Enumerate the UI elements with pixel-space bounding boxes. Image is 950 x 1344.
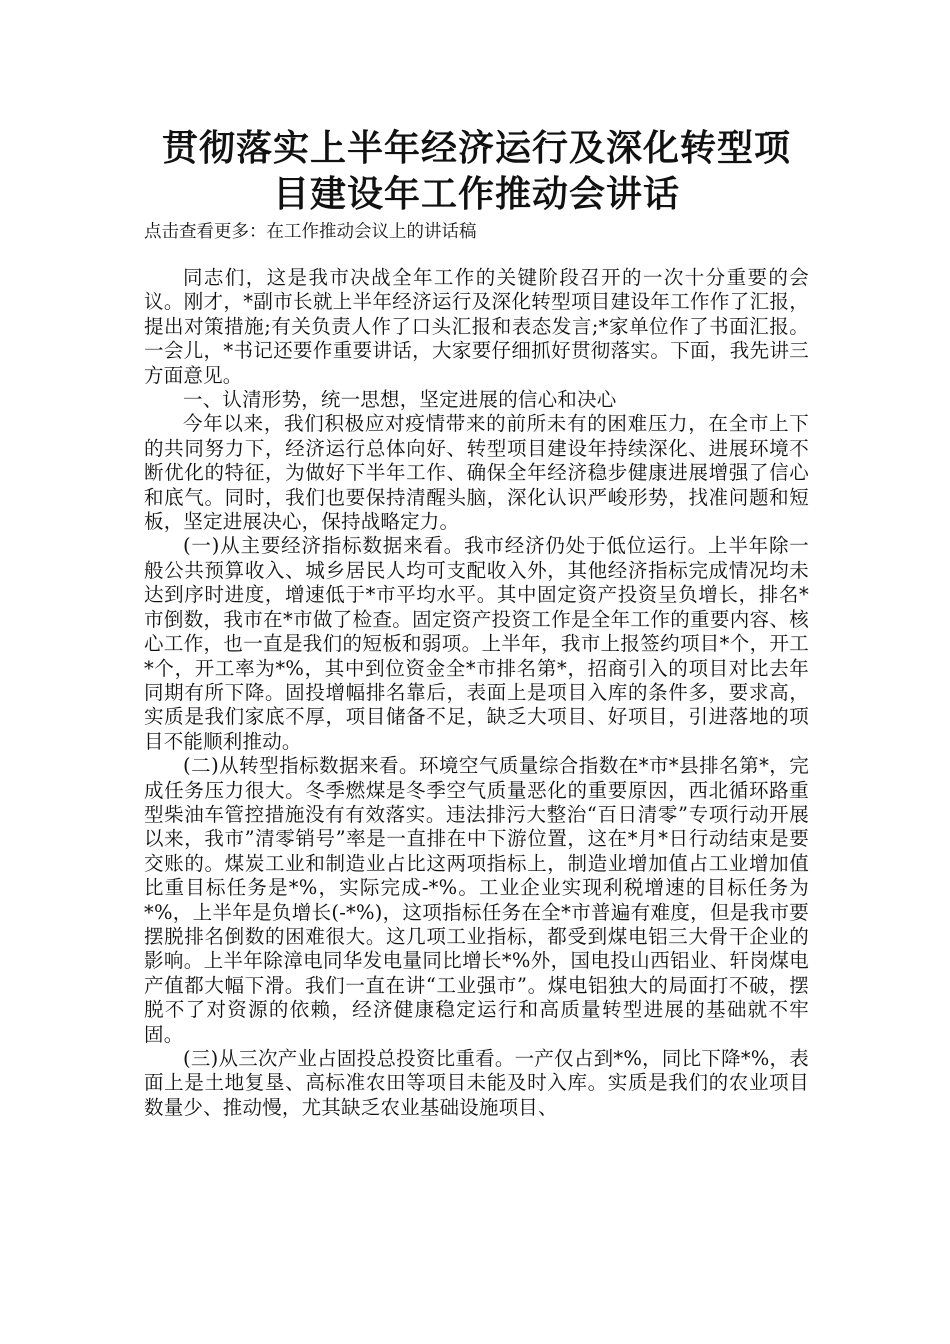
paragraph-economic-indicators: (一)从主要经济指标数据来看。我市经济仍处于低位运行。上半年除一般公共预算收入、城乡居民人均可支配收入外，其他经济指标完成情况均未达到序时进度，增速低于*市平均水平。其中固定资产投资呈负增长，排名*市倒数，我市在*市做了检查。固定资产投资工作是全年工作的重要内容、核心工作，也一直是我们的短板和弱项。上半年，我市上报签约项目*个，开工*个，开工率为*%，其中到位资金全*市排名第*，招商引入的项目对比去年同期有所下降。固投增幅排名靠后，表面上是项目入库的条件多，要求高，实质是我们家底不厚，项目储备不足，缺乏大项目、好项目，引进落地的项目不能顺利推动。 (144, 534, 809, 753)
title-line-1: 贯彻落实上半年经济运行及深化转型项 (161, 128, 791, 169)
title-line-2: 目建设年工作推动会讲话 (272, 174, 680, 215)
document-page (144, 126, 809, 1120)
document-title (144, 126, 809, 218)
spacer (144, 244, 809, 266)
paragraph-overview: 今年以来，我们积极应对疫情带来的前所未有的困难压力，在全市上下的共同努力下，经济运行总体向好、转型项目建设年持续深化、进展环境不断优化的特征，为做好下半年工作、确保全年经济稳步健康进展增强了信心和底气。同时，我们也要保持清醒头脑，深化认识严峻形势，找准问题和短板，坚定进展决心，保持战略定力。 (144, 412, 809, 534)
paragraph-transition-indicators: (二)从转型指标数据来看。环境空气质量综合指数在*市*县排名第*，完成任务压力很大。冬季燃煤是冬季空气质量恶化的重要原因，西北循环路重型柴油车管控措施没有有效落实。违法排污大整治“百日清零”专项行动开展以来，我市”清零销号”率是一直排在中下游位置，这在*月*日行动结束是要交账的。煤炭工业和制造业占比这两项指标上，制造业增加值占工业增加值比重目标任务是*%，实际完成-*%。工业企业实现利税增速的目标任务为*%，上半年是负增长(-*%)，这项指标任务在全*市普遍有难度，但是我市要摆脱排名倒数的困难很大。这几项工业指标，都受到煤电铝三大骨干企业的影响。上半年除漳电同华发电量同比增长*%外，国电投山西铝业、轩岗煤电产值都大幅下滑。我们一直在讲“工业强市”。煤电铝独大的局面打不破，摆脱不了对资源的依赖，经济健康稳定运行和高质量转型进展的基础就不牢固。 (144, 754, 809, 1046)
section-heading-1: 一、认清形势，统一思想，坚定进展的信心和决心 (183, 388, 617, 412)
paragraph-industry-share: (三)从三次产业占固投总投资比重看。一产仅占到*%，同比下降*%，表面上是土地复垦、高标准农田等项目未能及时入库。实质是我们的农业项目数量少、推动慢，尤其缺乏农业基础设施项目、 (144, 1047, 809, 1119)
paragraph-intro: 同志们，这是我市决战全年工作的关键阶段召开的一次十分重要的会议。刚才，*副市长就上半年经济运行及深化转型项目建设年工作作了汇报，提出对策措施;有关负责人作了口头汇报和表态发言;*家单位作了书面汇报。一会儿，*书记还要作重要讲话，大家要仔细抓好贯彻落实。下面，我先讲三方面意见。 (144, 266, 809, 387)
document-body (144, 266, 809, 1120)
more-link[interactable]: 点击查看更多：在工作推动会议上的讲话稿 (144, 222, 477, 242)
